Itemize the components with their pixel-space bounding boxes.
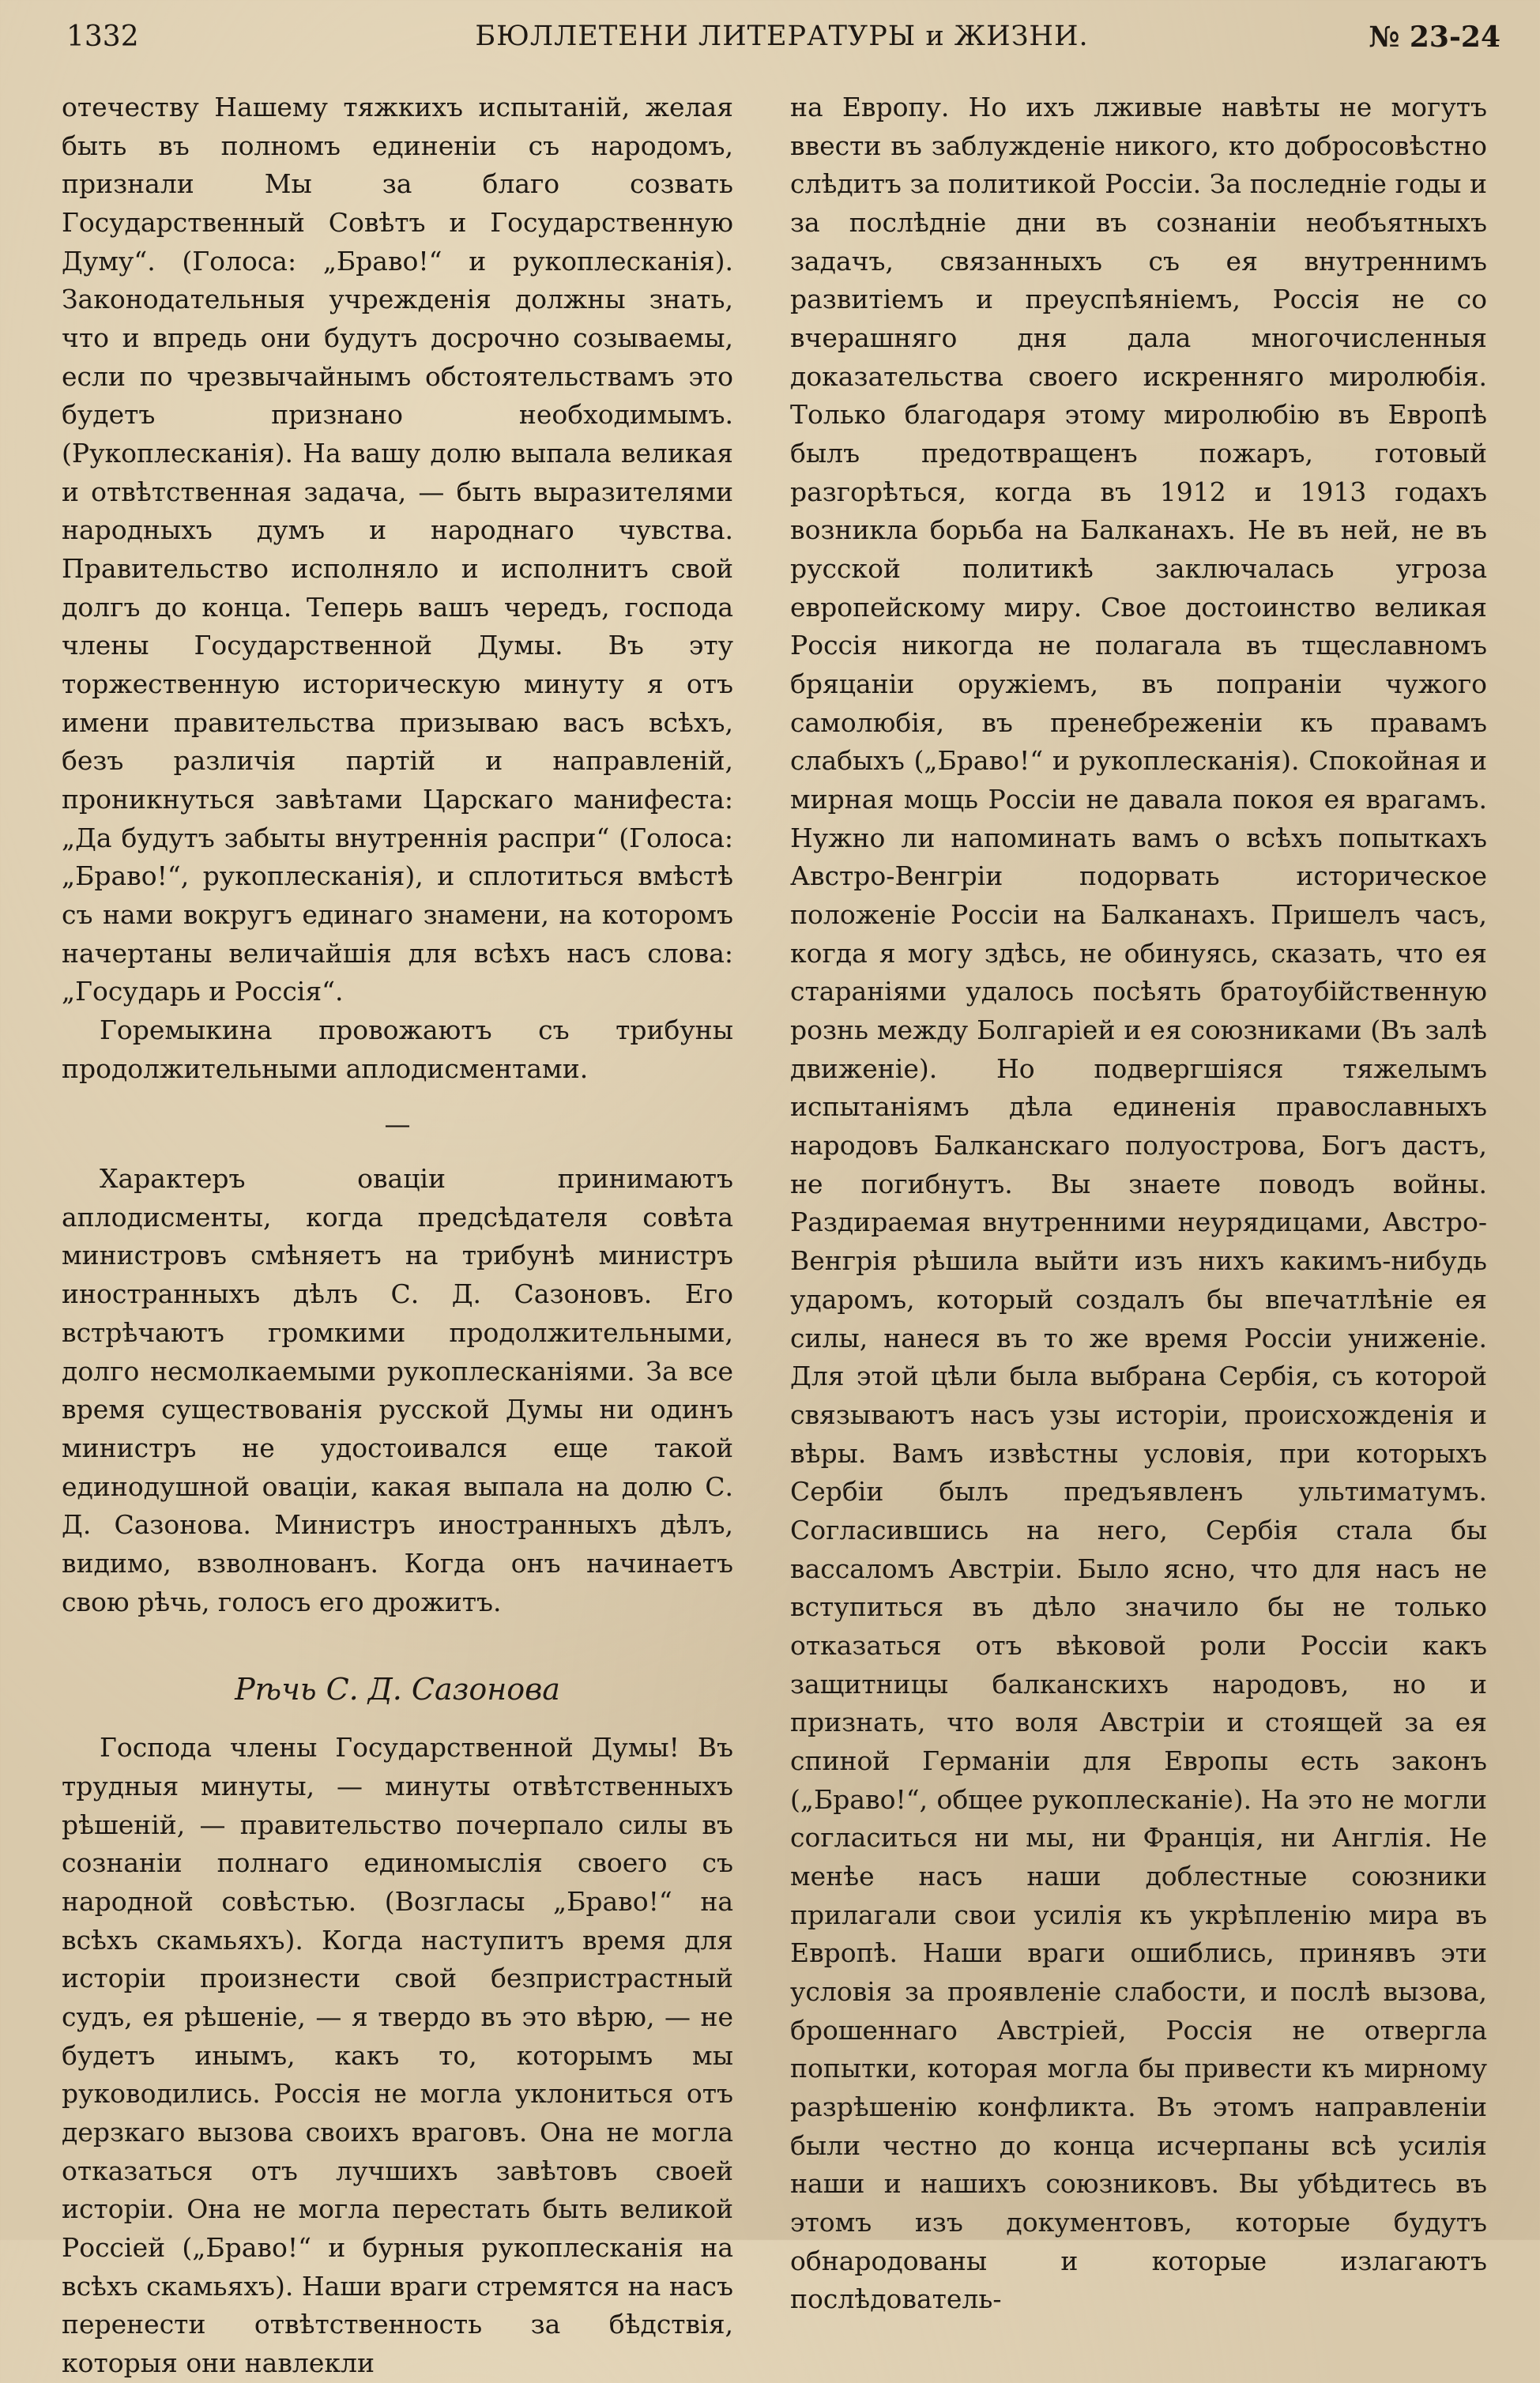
- section-title: Рѣчь С. Д. Сазонова: [235, 1672, 560, 1707]
- left-paragraph-2: Горемыкина провожаютъ съ трибуны продолжительными аплодисментами.: [62, 1015, 733, 1084]
- left-paragraph-1: отечеству Нашему тяжкихъ испытаній, желая быть въ полномъ единеніи съ народомъ, признали Мы за благо созвать Государственный Совѣтъ и Государственную Думу“. (Голоса: „Браво!“ и рукоплесканія). Законодательныя учрежденія должны знать, что и впредь они будутъ досрочно созываемы, если по чрезвычайнымъ обстоятельствамъ это будетъ признано необходимымъ. (Рукоплесканія). На вашу долю выпала великая и отвѣтственная задача, — быть выразителями народныхъ думъ и народнаго чувства. Правительство исполняло и исполнитъ свой долгъ до конца. Теперь вашъ чередъ, господа члены Государственной Думы. Въ эту торжественную историческую минуту я отъ имени правительства призываю васъ всѣхъ, безъ различія партій и направленій, проникнуться завѣтами Царскаго манифеста: „Да будутъ забыты внутреннія распри“ (Голоса: „Браво!“, рукоплесканія), и сплотиться вмѣстѣ съ нами вокругъ единаго знамени, на которомъ начертаны величайшія для всѣхъ насъ слова: „Государь и Россія“.: [62, 92, 733, 1007]
- section-separator: —: [384, 1109, 411, 1140]
- left-paragraph-3: Характеръ оваціи принимаютъ аплодисменты, когда предсѣдателя совѣта министровъ смѣняетъ на трибунѣ министръ иностранныхъ дѣлъ С. Д. Сазоновъ. Его встрѣчаютъ громкими продолжительными, долго несмолкаемыми рукоплесканіями. За все время существованія русской Думы ни одинъ министръ не удостоивался еще такой единодушной оваціи, какая выпала на долю С. Д. Сазонова. Министръ иностранныхъ дѣлъ, видимо, взволнованъ. Когда онъ начинаетъ свою рѣчь, голосъ его дрожитъ.: [62, 1163, 733, 1617]
- page-number: 1332: [66, 21, 139, 53]
- left-column: [62, 88, 733, 2383]
- right-column: [790, 88, 1487, 2319]
- right-paragraph-1: на Европу. Но ихъ лживые навѣты не могутъ ввести въ заблужденіе никого, кто добросовѣстно слѣдитъ за политикой Россіи. За последніе годы и за послѣдніе дни въ сознаніи необъятныхъ задачъ, связанныхъ съ ея внутреннимъ развитіемъ и преуспѣяніемъ, Россія не со вчерашняго дня дала многочисленныя доказательства своего искренняго миролюбія. Только благодаря этому миролюбію въ Европѣ былъ предотвращенъ пожаръ, готовый разгорѣться, когда въ 1912 и 1913 годахъ возникла борьба на Балканахъ. Не въ ней, не въ русской политикѣ заключалась угроза европейскому миру. Свое достоинство великая Россія никогда не полагала въ тщеславномъ бряцаніи оружіемъ, въ попраніи чужого самолюбія, въ пренебреженіи къ правамъ слабыхъ („Браво!“ и рукоплесканія). Спокойная и мирная мощь Россіи не давала покоя ея врагамъ. Нужно ли напоминать вамъ о всѣхъ попыткахъ Австро-Венгріи подорвать историческое положеніе Россіи на Балканахъ. Пришелъ часъ, когда я могу здѣсь, не обинуясь, сказать, что ея стараніями удалось посѣять братоубійственную рознь между Болгаріей и ея союзниками (Въ залѣ движеніе). Но подвергшіяся тяжелымъ испытаніямъ дѣла единенія православныхъ народовъ Балканскаго полуострова, Богъ дастъ, не погибнутъ. Вы знаете поводъ войны. Раздираемая внутренними неурядицами, Австро-Венгрія рѣшила выйти изъ нихъ какимъ-нибудь ударомъ, который создалъ бы впечатлѣніе ея силы, нанеся въ то же время Россіи униженіе. Для этой цѣли была выбрана Сербія, съ которой связываютъ насъ узы исторіи, происхожденія и вѣры. Вамъ извѣстны условія, при которыхъ Сербіи былъ предъявленъ ультиматумъ. Согласившись на него, Сербія стала бы вассаломъ Австріи. Было ясно, что для насъ не вступиться въ дѣло значило бы не только отказаться отъ вѣковой роли Россіи какъ защитницы балканскихъ народовъ, но и признать, что воля Австріи и стоящей за ея спиной Германіи для Европы есть законъ („Браво!“, общее рукоплесканіе). На это не могли согласиться ни мы, ни Франція, ни Англія. Не менѣе насъ наши доблестные союзники прилагали свои усилія къ укрѣпленію мира въ Европѣ. Наши враги ошиблись, принявъ эти условія за проявленіе слабости, и послѣ вызова, брошеннаго Австріей, Россія не отвергла попытки, которая могла бы привести къ мирному разрѣшенію конфликта. Въ этомъ направленіи были честно до конца исчерпаны всѣ усилія наши и нашихъ союзниковъ. Вы убѣдитесь въ этомъ изъ документовъ, которые будутъ обнародованы и которые излагаютъ послѣдователь-: [790, 92, 1487, 2315]
- page-header: [55, 21, 1508, 60]
- running-title: БЮЛЛЕТЕНИ ЛИТЕРАТУРЫ и ЖИЗНИ.: [475, 21, 1089, 52]
- left-paragraph-4: Господа члены Государственной Думы! Въ трудныя минуты, — минуты отвѣтственныхъ рѣшеній, — правительство почерпало силы въ сознаніи полнаго единомыслія своего съ народной совѣстью. (Возгласы „Браво!“ на всѣхъ скамьяхъ). Когда наступитъ время для исторіи произнести свой безпристрастный судъ, ея рѣшеніе, — я твердо въ это вѣрю, — не будетъ инымъ, какъ то, которымъ мы руководились. Россія не могла уклониться отъ дерзкаго вызова своихъ враговъ. Она не могла отказаться отъ лучшихъ завѣтовъ своей исторіи. Она не могла перестать быть великой Россіей („Браво!“ и бурныя рукоплесканія на всѣхъ скамьяхъ). Наши враги стремятся на насъ перенести отвѣтственность за бѣдствія, которыя они навлекли: [62, 1732, 733, 2378]
- issue-number: № 23-24: [1369, 21, 1500, 54]
